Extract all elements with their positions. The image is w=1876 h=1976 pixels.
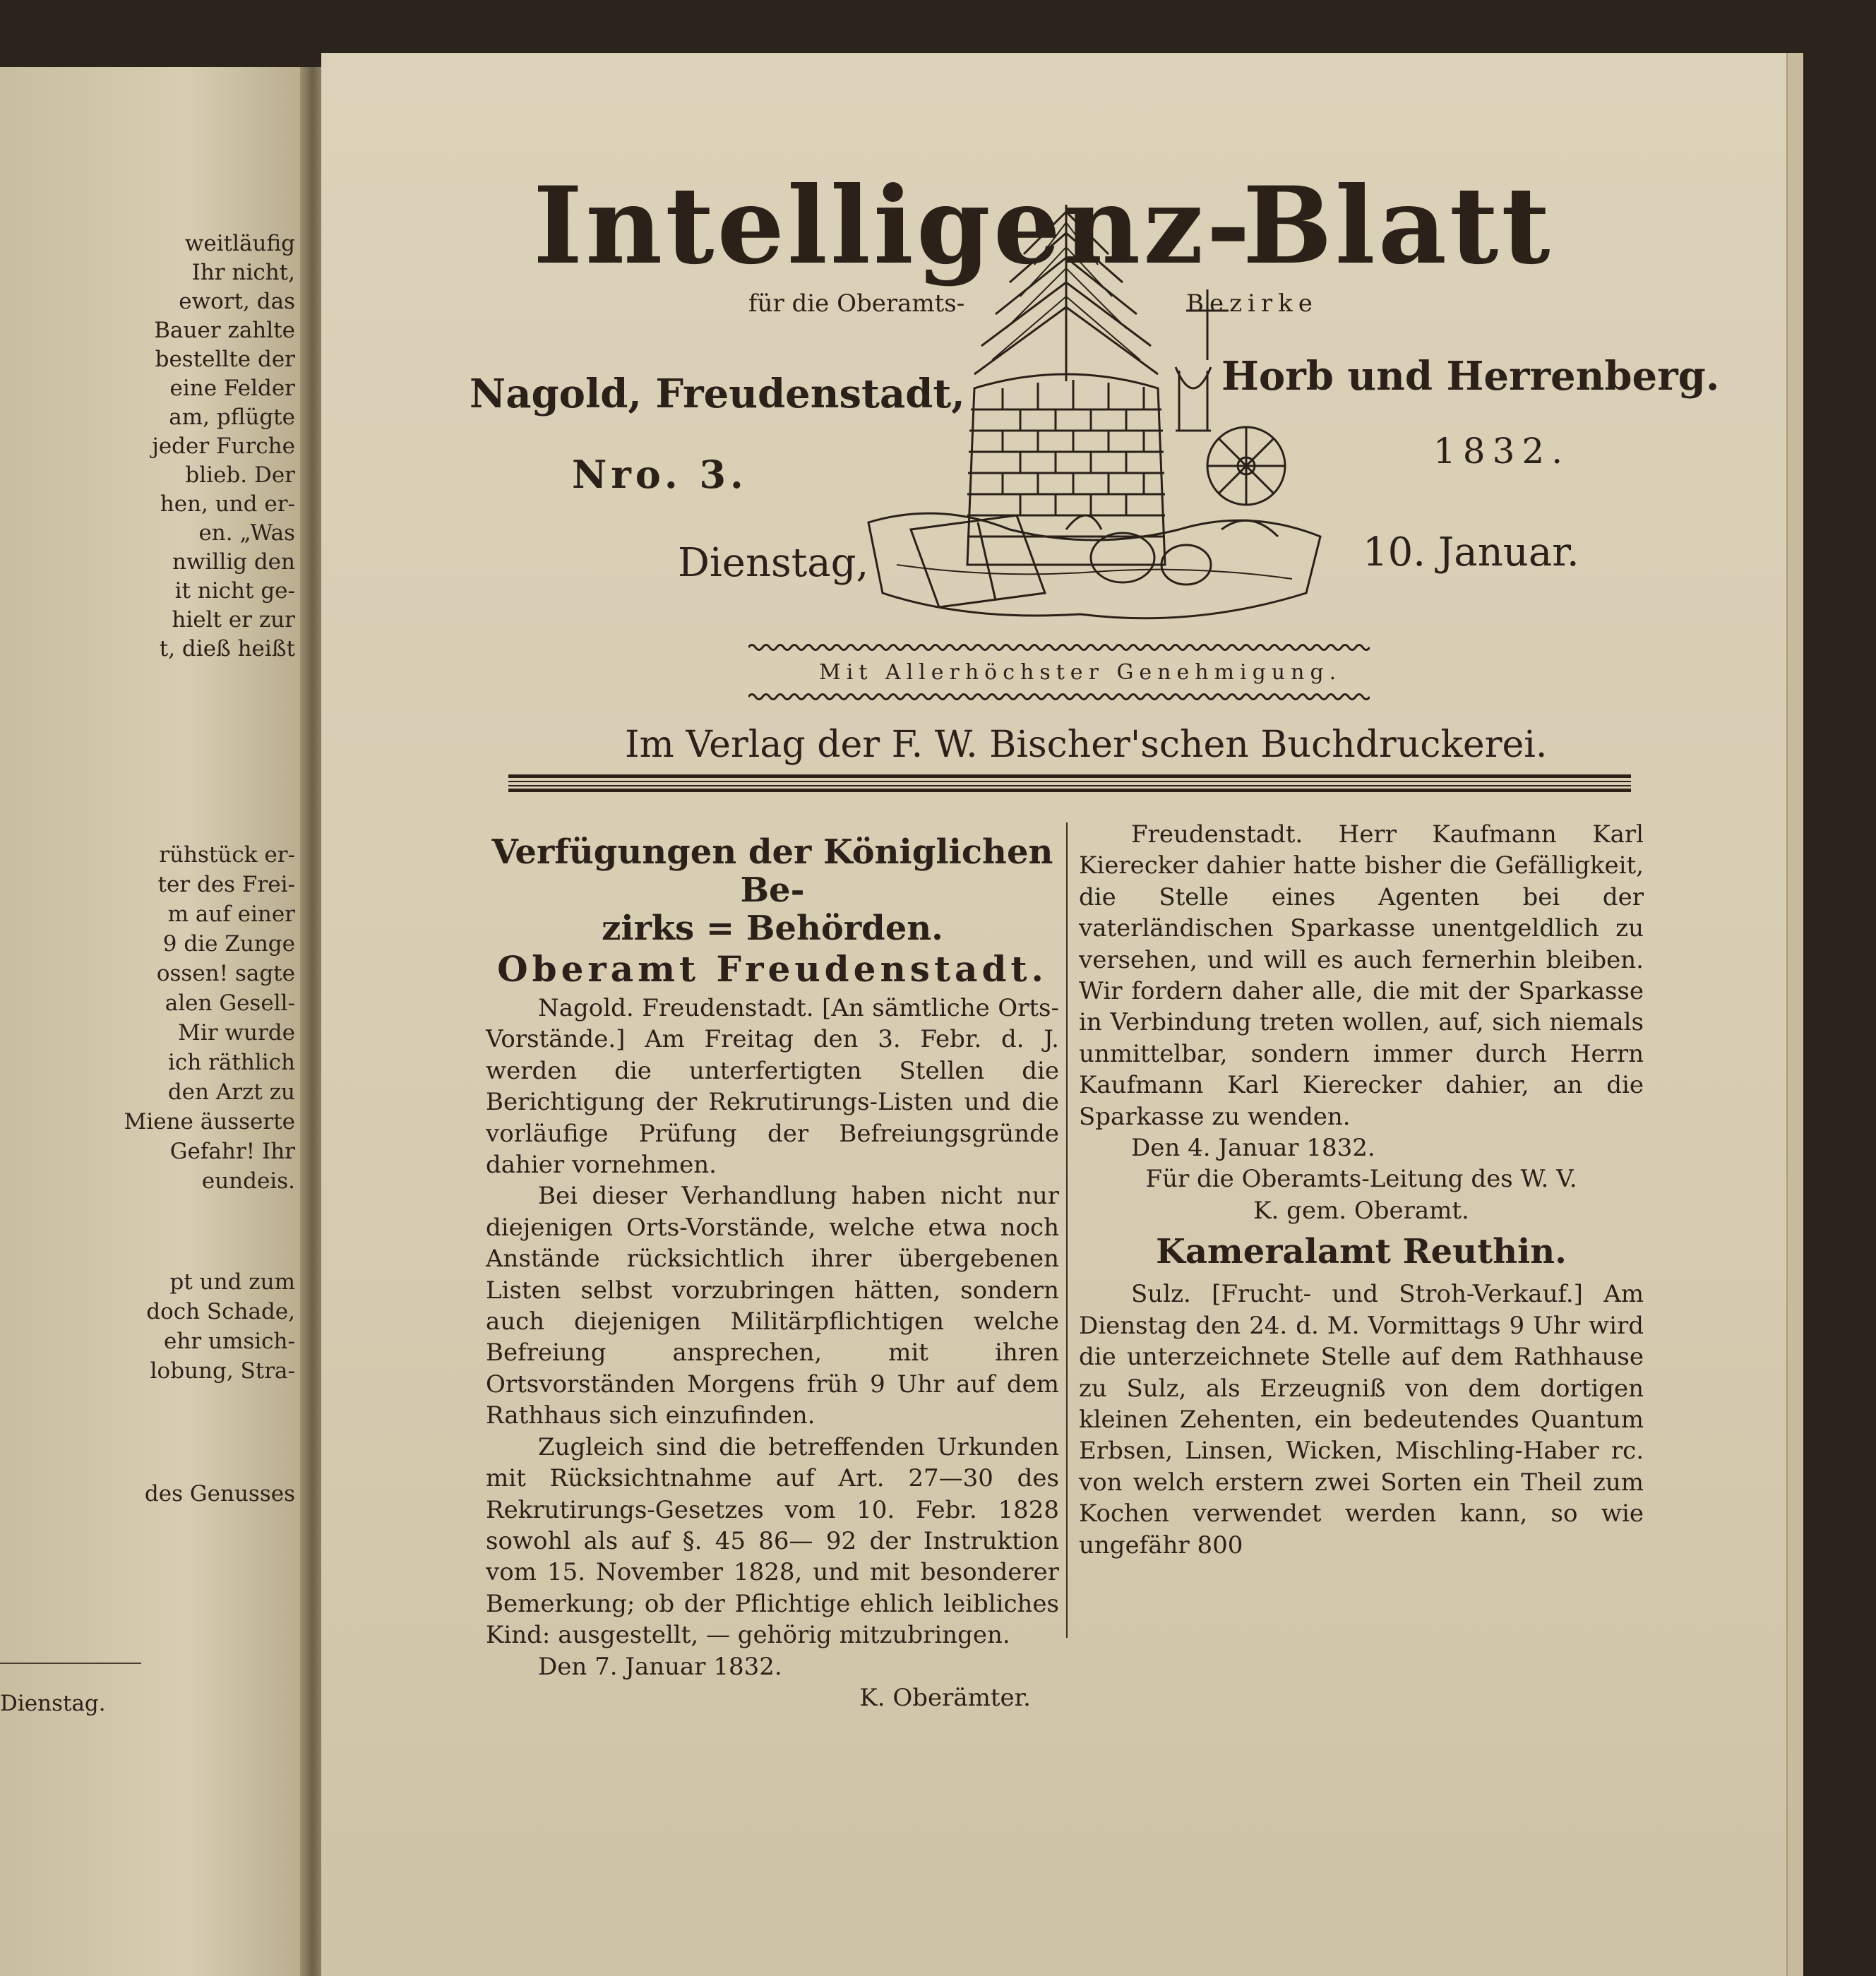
notice-signature: K. Oberämter. — [859, 1683, 1031, 1712]
masthead-places-left: Nagold, Freudenstadt, — [470, 371, 965, 417]
issue-date: 10. Januar. — [1363, 529, 1579, 575]
previous-page-line: m auf einer — [167, 902, 295, 927]
previous-page-genusses: des Genusses — [144, 1481, 295, 1507]
left-column — [486, 833, 1059, 1713]
previous-page-line: weitläufig — [184, 231, 295, 256]
previous-page-line: am, pflügte — [169, 405, 295, 430]
previous-page-line: nwillig den — [172, 549, 295, 575]
previous-page-line: alen Gesell- — [165, 990, 295, 1016]
previous-page-line: den Arzt zu — [167, 1079, 295, 1105]
section-heading: Verfügungen der Königlichen Be- — [491, 832, 1053, 910]
masthead-subtitle-left: für die Oberamts- — [748, 289, 965, 318]
previous-page-line: doch Schade, — [146, 1299, 295, 1324]
notice-paragraph: Bei dieser Verhandlung haben nicht nur diejenigen Orts-Vorstände, welche etwa noch Anstände rücksichtlich ihrer übergebenen Listen selbst vorzubringen hätten, sondern auch diejenigen Militärpflichtigen welche Befreiung ansprechen, mit ihren Ortsvorständen Morgens früh 9 Uhr auf dem Rathhaus sich einzufinden. — [486, 1182, 1059, 1430]
issue-weekday: Dienstag, — [678, 540, 869, 586]
previous-page-line: Mir wurde — [178, 1020, 295, 1046]
previous-page-line: ossen! sagte — [156, 961, 295, 986]
previous-page-line: en. „Was — [198, 520, 295, 546]
previous-page — [0, 67, 311, 1976]
masthead-subtitle-right: Bezirke — [1186, 289, 1318, 318]
previous-page-dienstag: Dienstag. — [0, 1691, 106, 1716]
previous-page-text-lower — [13, 1267, 295, 1386]
previous-page-line: 9 die Zunge — [162, 931, 295, 957]
subsection-heading: Oberamt Freudenstadt. — [497, 948, 1048, 990]
ornamental-rule-top — [748, 642, 1370, 652]
notice-paragraph: Zugleich sind die betreffenden Urkunden mit Rücksichtnahme auf Art. 27—30 des Rekrutirungs-Gesetzes vom 10. Febr. 1828 sowohl als auf §. 45 86— 92 der Instruktion vom 15. November 1828, und mit besonderer Bemerkung; ob der Pflichtige ehlich leibliches Kind: ausgestellt, — gehörig mitzubringen. — [486, 1432, 1059, 1650]
previous-page-rule — [0, 1663, 141, 1664]
previous-page-line: pt und zum — [169, 1269, 295, 1295]
notice-date: Den 7. Januar 1832. — [538, 1652, 782, 1681]
approval-line: Mit Allerhöchster Genehmigung. — [819, 660, 1342, 685]
previous-page-line: ter des Frei- — [157, 872, 295, 897]
previous-page-line: lobung, Stra- — [150, 1358, 295, 1384]
previous-page-line: rühstück er- — [159, 842, 295, 868]
previous-page-line: blieb. Der — [185, 462, 295, 488]
issue-year: 1832. — [1433, 431, 1570, 472]
previous-page-text-upper — [13, 229, 295, 664]
ornamental-rule-bottom — [748, 692, 1370, 702]
masthead-title-right: Blatt — [1243, 164, 1553, 288]
masthead-double-rule — [508, 773, 1631, 793]
previous-page-line: hielt er zur — [172, 607, 295, 633]
previous-page-text-middle — [13, 840, 295, 1196]
previous-page-line: Bauer zahlte — [154, 318, 295, 343]
page-edge — [1786, 53, 1803, 1976]
subsection-heading: Kameralamt Reuthin. — [1156, 1232, 1567, 1272]
previous-page-line: ich räthlich — [168, 1050, 295, 1075]
previous-page-line: Gefahr! Ihr — [169, 1139, 295, 1164]
previous-page-line: it nicht ge- — [174, 578, 295, 604]
notice-signature: Für die Oberamts-Leitung des W. V. — [1145, 1165, 1577, 1194]
notice-date: Den 4. Januar 1832. — [1131, 1134, 1375, 1163]
right-column — [1079, 819, 1644, 1561]
notice-paragraph: Sulz. [Frucht- und Stroh-Verkauf.] Am Dienstag den 24. d. M. Vormittags 9 Uhr wird die unterzeichnete Stelle auf dem Rathhause zu Sulz, als Erzeugniß von dem dortigen kleinen Zehenten, ein bedeutendes Quantum Erbsen, Linsen, Wicken, Mischling-Haber rc. von welch erstern zwei Sorten ein Theil zum Kochen verwendet werden kann, so wie ungefähr 800 — [1079, 1280, 1644, 1559]
notice-paragraph: Freudenstadt. Herr Kaufmann Karl Kierecker dahier hatte bisher die Gefälligkeit, die Stelle eines Agenten bei der vaterländischen Sparkasse unentgeldlich zu versehen, und will es auch fernerhin bleiben. Wir fordern daher alle, die mit der Sparkasse in Verbindung treten wollen, auf, sich niemals unmittelbar, sondern immer durch Herrn Kaufmann Karl Kierecker dahier, an die Sparkasse zu wenden. — [1079, 820, 1644, 1131]
column-divider — [1066, 822, 1068, 1638]
masthead-title-left: Intelligenz- — [533, 164, 1253, 288]
previous-page-line: t, dieß heißt — [159, 636, 295, 661]
previous-page-line: jeder Furche — [152, 433, 295, 459]
masthead-places-right: Horb und Herrenberg. — [1221, 353, 1720, 400]
section-heading-continued: zirks = Behörden. — [602, 909, 943, 948]
previous-page-line: eine Felder — [169, 376, 295, 401]
masthead-vignette-illustration — [854, 198, 1334, 635]
previous-page-line: bestellte der — [155, 347, 295, 372]
previous-page-line: hen, und er- — [160, 491, 295, 517]
previous-page-line: ewort, das — [179, 289, 295, 314]
notice-paragraph: Nagold. Freudenstadt. [An sämtliche Orts-Vorstände.] Am Freitag den 3. Febr. d. J. werden die unterfertigten Stellen die Berichtigung der Rekrutirungs-Listen und die vorläufige Prüfung der Befreiungsgründe dahier vornehmen. — [486, 994, 1059, 1180]
notice-signature: K. gem. Oberamt. — [1253, 1196, 1469, 1225]
issue-number: Nro. 3. — [572, 452, 748, 497]
previous-page-line: eundeis. — [201, 1168, 295, 1194]
previous-page-line: Ihr nicht, — [191, 260, 295, 285]
publisher-line: Im Verlag der F. W. Bischer'schen Buchdruckerei. — [625, 724, 1548, 766]
previous-page-line: Miene äusserte — [124, 1109, 295, 1134]
previous-page-line: ehr umsich- — [164, 1329, 295, 1354]
